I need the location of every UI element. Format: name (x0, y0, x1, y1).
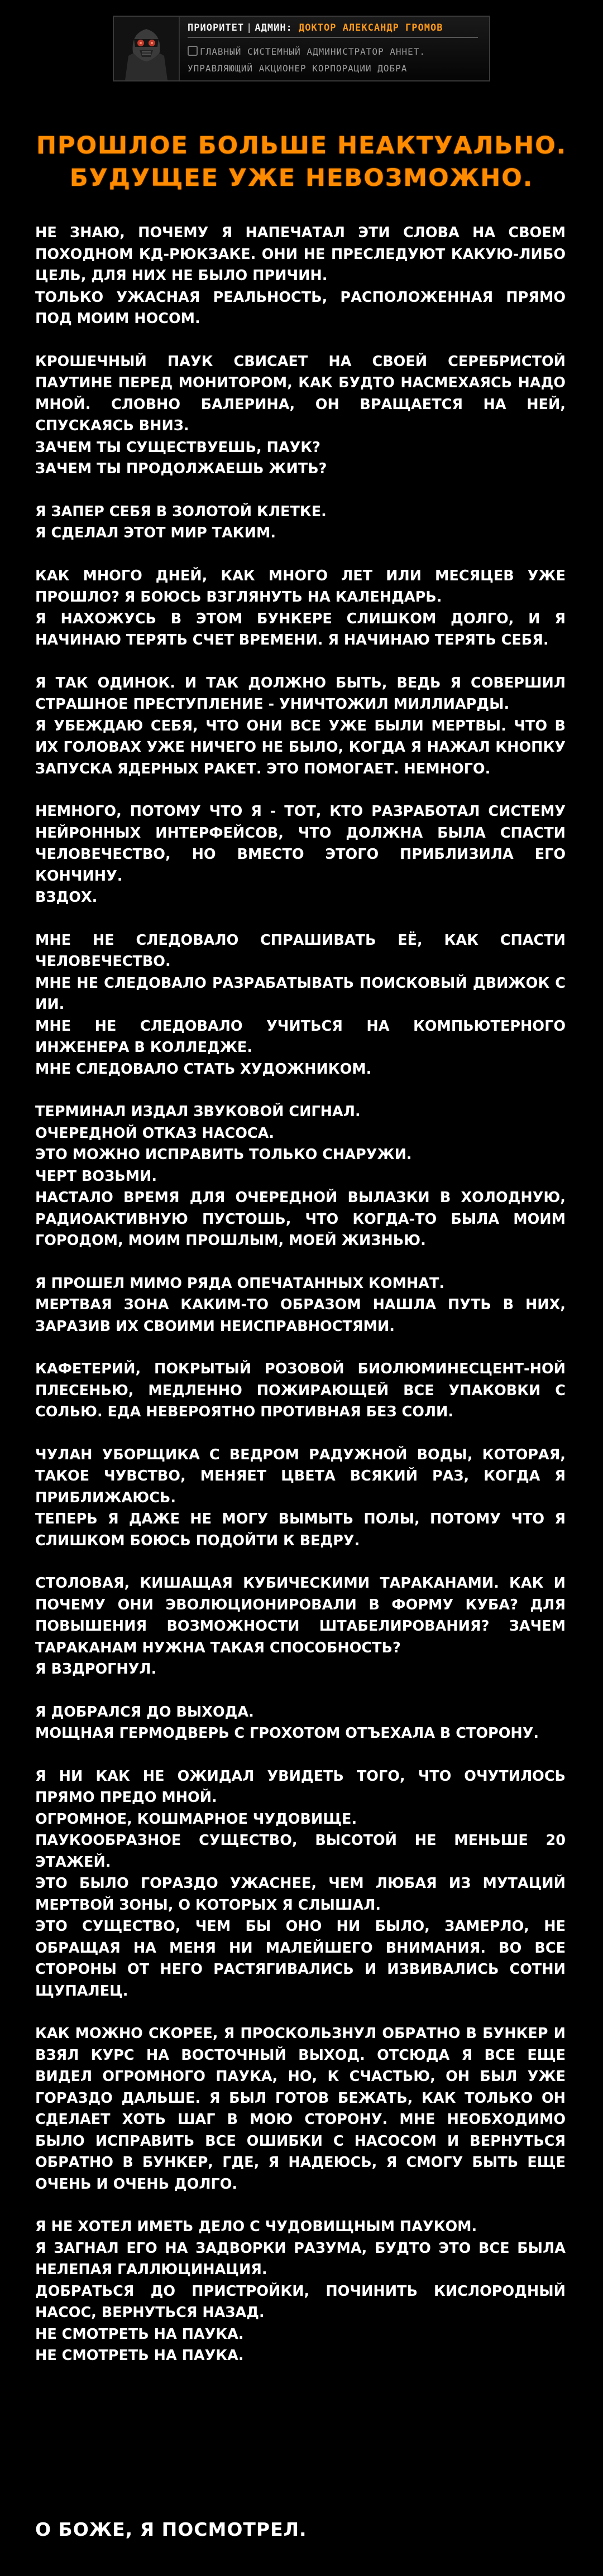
story-paragraph (35, 351, 566, 480)
headline-line-1: ПРОШЛОЕ БОЛЬШЕ НЕАКТУАЛЬНО. (36, 132, 567, 160)
story-line: ЧЕРТ ВОЗЬМИ. (35, 1167, 157, 1185)
story-paragraph (35, 2023, 566, 2195)
story-line: ЗАЧЕМ ТЫ СУЩЕСТВУЕШЬ, ПАУК? (35, 439, 320, 456)
story-paragraph (35, 801, 566, 909)
story-line: Я СДЕЛАЛ ЭТОТ МИР ТАКИМ. (35, 525, 276, 541)
story-line: Я ДОБРАЛСЯ ДО ВЫХОДА. (35, 1703, 254, 1720)
story-line: Я ВЗДРОГНУЛ. (35, 1661, 157, 1678)
story-line: СТОЛОВАЯ, КИШАЩАЯ КУБИЧЕСКИМИ ТАРАКАНАМИ. КАК И ПОЧЕМУ ОНИ ЭВОЛЮЦИОНИРОВАЛИ В ФОРМУ КУБА? ДЛЯ ПОВЫШЕНИЯ ВОЗМОЖНОСТИ ШТАБЕЛИРОВАНИЯ? ЗАЧЕМ ТАРАКАНАМ НУЖНА ТАКАЯ СПОСОБНОСТЬ? (35, 1575, 566, 1656)
story-line: ЭТО БЫЛО ГОРАЗДО УЖАСНЕЕ, ЧЕМ ЛЮБАЯ ИЗ МУТАЦИЙ МЕРТВОЙ ЗОНЫ, О КОТОРЫХ Я СЛЫШАЛ. (35, 1875, 566, 1914)
story-line: Я НИ КАК НЕ ОЖИДАЛ УВИДЕТЬ ТОГО, ЧТО ОЧУТИЛОСЬ ПРЯМО ПРЕДО МНОЙ. (35, 1767, 566, 1806)
admin-label: АДМИН: (255, 22, 293, 33)
story-line: НЕ СМОТРЕТЬ НА ПАУКА. (35, 2325, 244, 2343)
admin-name: ДОКТОР АЛЕКСАНДР ГРОМОВ (299, 22, 443, 33)
story-line: ОЧЕРЕДНОЙ ОТКАЗ НАСОСА. (35, 1124, 275, 1142)
story-line: МЕРТВАЯ ЗОНА КАКИМ-ТО ОБРАЗОМ НАШЛА ПУТЬ В НИХ, ЗАРАЗИВ ИХ СВОИМИ НЕИСПРАВНОСТЯМИ. (35, 1296, 566, 1335)
story-line: Я ПРОШЕЛ МИМО РЯДА ОПЕЧАТАННЫХ КОМНАТ. (35, 1275, 445, 1292)
subtitle-line-2: УПРАВЛЯЮЩИЙ АКЦИОНЕР КОРПОРАЦИИ ДОБРА (188, 63, 408, 74)
story-paragraph (35, 672, 566, 780)
story-line: ЗАЧЕМ ТЫ ПРОДОЛЖАЕШЬ ЖИТЬ? (35, 460, 327, 477)
story-paragraph (35, 1444, 566, 1552)
story-paragraph (35, 1766, 566, 2002)
story-line: ДОБРАТЬСЯ ДО ПРИСТРОЙКИ, ПОЧИНИТЬ КИСЛОРОДНЫЙ НАСОС, ВЕРНУТЬСЯ НАЗАД. (35, 2282, 566, 2321)
story-line: ПАУКООБРАЗНОЕ СУЩЕСТВО, ВЫСОТОЙ НЕ МЕНЬШЕ 20 ЭТАЖЕЙ. (35, 1832, 566, 1871)
masked-soldier-icon (114, 17, 179, 80)
story-line: НЕ ЗНАЮ, ПОЧЕМУ Я НАПЕЧАТАЛ ЭТИ СЛОВА НА СВОЕМ ПОХОДНОМ КД-РЮКЗАКЕ. ОНИ НЕ ПРЕСЛЕДУЮТ КАКУЮ-ЛИБО ЦЕЛЬ, ДЛЯ НИХ НЕ БЫЛО ПРИЧИН. (35, 224, 566, 284)
subtitle-line-1: ГЛАВНЫЙ СИСТЕМНЫЙ АДМИНИСТРАТОР АННЕТ. (200, 46, 426, 57)
story-line: КАК МОЖНО СКОРЕЕ, Я ПРОСКОЛЬЗНУЛ ОБРАТНО В БУНКЕР И ВЗЯЛ КУРС НА ВОСТОЧНЫЙ ВЫХОД. ОТСЮДА Я ВСЕ ЕЩЕ ВИДЕЛ ОГРОМНОГО ПАУКА, НО, К СЧАСТЬЮ, ОН БЫЛ УЖЕ ГОРАЗДО ДАЛЬШЕ. Я БЫЛ ГОТОВ БЕЖАТЬ, КАК ТОЛЬКО ОН СДЕЛАЕТ ХОТЬ ШАГ В МОЮ СТОРОНУ. МНЕ НЕОБХОДИМО БЫЛО ИСПРАВИТЬ ВСЕ ОШИБКИ С НАСОСОМ И ВЕРНУТЬСЯ ОБРАТНО В БУНКЕР, ГДЕ, Я НАДЕЮСЬ, Я СМОГУ БЫТЬ ЕЩЕ ОЧЕНЬ И ОЧЕНЬ ДОЛГО. (35, 2025, 566, 2193)
headline-line-2: БУДУЩЕЕ УЖЕ НЕВОЗМОЖНО. (69, 164, 534, 192)
story-paragraph (35, 1358, 566, 1423)
story-line: ВЗДОХ. (35, 889, 98, 906)
story-line: Я ТАК ОДИНОК. И ТАК ДОЛЖНО БЫТЬ, ВЕДЬ Я СОВЕРШИЛ СТРАШНОЕ ПРЕСТУПЛЕНИЕ - УНИЧТОЖИЛ МИЛЛИАРДЫ. (35, 674, 566, 713)
story-line: МНЕ НЕ СЛЕДОВАЛО УЧИТЬСЯ НА КОМПЬЮТЕРНОГО ИНЖЕНЕРА В КОЛЛЕДЖЕ. (35, 1017, 566, 1056)
story-line: МНЕ НЕ СЛЕДОВАЛО РАЗРАБАТЫВАТЬ ПОИСКОВЫЙ ДВИЖОК С ИИ. (35, 974, 566, 1013)
story-line: ТЕРМИНАЛ ИЗДАЛ ЗВУКОВОЙ СИГНАЛ. (35, 1103, 361, 1120)
headline (0, 129, 603, 194)
story-paragraph (35, 501, 566, 544)
banner-info (188, 22, 484, 77)
story-line: КРОШЕЧНЫЙ ПАУК СВИСАЕТ НА СВОЕЙ СЕРЕБРИСТОЙ ПАУТИНЕ ПЕРЕД МОНИТОРОМ, КАК БУДТО НАСМЕХАЯСЬ НАДО МНОЙ. СЛОВНО БАЛЕРИНА, ОН ВРАЩАЕТСЯ НА НЕЙ, СПУСКАЯСЬ ВНИЗ. (35, 353, 566, 434)
story-line: МНЕ СЛЕДОВАЛО СТАТЬ ХУДОЖНИКОМ. (35, 1060, 372, 1078)
story-line: МОЩНАЯ ГЕРМОДВЕРЬ С ГРОХОТОМ ОТЪЕХАЛА В СТОРОНУ. (35, 1725, 539, 1742)
story-line: ТОЛЬКО УЖАСНАЯ РЕАЛЬНОСТЬ, РАСПОЛОЖЕННАЯ ПРЯМО ПОД МОИМ НОСОМ. (35, 289, 566, 327)
story-paragraph (35, 222, 566, 330)
story-line: ЭТО МОЖНО ИСПРАВИТЬ ТОЛЬКО СНАРУЖИ. (35, 1146, 412, 1163)
story-paragraph (35, 1702, 566, 1744)
banner-subtitle-1 (188, 44, 484, 60)
story-line: КАК МНОГО ДНЕЙ, КАК МНОГО ЛЕТ ИЛИ МЕСЯЦЕВ УЖЕ ПРОШЛО? Я БОЮСЬ ВЗГЛЯНУТЬ НА КАЛЕНДАРЬ. (35, 567, 566, 605)
avatar (114, 17, 180, 80)
story-line: НАСТАЛО ВРЕМЯ ДЛЯ ОЧЕРЕДНОЙ ВЫЛАЗКИ В ХОЛОДНУЮ, РАДИОАКТИВНУЮ ПУСТОШЬ, ЧТО КОГДА-ТО БЫЛА МОИМ ГОРОДОМ, МОИМ ПРОШЛЫМ, МОЕЙ ЖИЗНЬЮ. (35, 1189, 566, 1249)
story-line: КАФЕТЕРИЙ, ПОКРЫТЫЙ РОЗОВОЙ БИОЛЮМИНЕСЦЕНТ-НОЙ ПЛЕСЕНЬЮ, МЕДЛЕННО ПОЖИРАЮЩЕЙ ВСЕ УПАКОВКИ С СОЛЬЮ. ЕДА НЕВЕРОЯТНО ПРОТИВНАЯ БЕЗ СОЛИ. (35, 1361, 566, 1420)
banner-divider (188, 37, 478, 38)
story-line: МНЕ НЕ СЛЕДОВАЛО СПРАШИВАТЬ ЕЁ, КАК СПАСТИ ЧЕЛОВЕЧЕСТВО. (35, 931, 566, 970)
story-paragraph (35, 930, 566, 1080)
story-paragraph (35, 565, 566, 651)
story-line: НЕ СМОТРЕТЬ НА ПАУКА. (35, 2347, 244, 2364)
story-body (35, 222, 566, 2388)
story-paragraph (35, 1273, 566, 1338)
story-line: ТЕПЕРЬ Я ДАЖЕ НЕ МОГУ ВЫМЫТЬ ПОЛЫ, ПОТОМУ ЧТО Я СЛИШКОМ БОЮСЬ ПОДОЙТИ К ВЕДРУ. (35, 1511, 566, 1549)
story-line: ЭТО СУЩЕСТВО, ЧЕМ БЫ ОНО НИ БЫЛО, ЗАМЕРЛО, НЕ ОБРАЩАЯ НА МЕНЯ НИ МАЛЕЙШЕГО ВНИМАНИЯ. ВО ВСЕ СТОРОНЫ ОТ НЕГО РАСТЯГИВАЛИСЬ И ИЗВИВАЛИСЬ СОТНИ ЩУПАЛЕЦ. (35, 1918, 566, 2000)
priority-label: ПРИОРИТЕТ (188, 22, 245, 33)
story-paragraph (35, 2216, 566, 2367)
admin-banner (113, 16, 490, 81)
story-line: ЧУЛАН УБОРЩИКА С ВЕДРОМ РАДУЖНОЙ ВОДЫ, КОТОРАЯ, ТАКОЕ ЧУВСТВО, МЕНЯЕТ ЦВЕТА ВСЯКИЙ РАЗ, КОГДА Я ПРИБЛИЖАЮСЬ. (35, 1446, 566, 1506)
separator: | (246, 22, 253, 33)
story-line: Я НЕ ХОТЕЛ ИМЕТЬ ДЕЛО С ЧУДОВИЩНЫМ ПАУКОМ. (35, 2218, 477, 2235)
banner-subtitle-2 (188, 60, 484, 77)
story-line: НЕМНОГО, ПОТОМУ ЧТО Я - ТОТ, КТО РАЗРАБОТАЛ СИСТЕМУ НЕЙРОННЫХ ИНТЕРФЕЙСОВ, ЧТО ДОЛЖНА БЫЛА СПАСТИ ЧЕЛОВЕЧЕСТВО, НО ВМЕСТО ЭТОГО ПРИБЛИЗИЛА ЕГО КОНЧИНУ. (35, 803, 566, 885)
story-line: Я ЗАГНАЛ ЕГО НА ЗАДВОРКИ РАЗУМА, БУДТО ЭТО ВСЕ БЫЛА НЕЛЕПАЯ ГАЛЛЮЦИНАЦИЯ. (35, 2239, 566, 2278)
terminal-icon (188, 46, 198, 56)
story-paragraph (35, 1101, 566, 1252)
story-line: ОГРОМНОЕ, КОШМАРНОЕ ЧУДОВИЩЕ. (35, 1810, 357, 1828)
ending-line: О БОЖЕ, Я ПОСМОТРЕЛ. (35, 2519, 307, 2540)
story-paragraph (35, 1573, 566, 1680)
story-line: Я УБЕЖДАЮ СЕБЯ, ЧТО ОНИ ВСЕ УЖЕ БЫЛИ МЕРТВЫ. ЧТО В ИХ ГОЛОВАХ УЖЕ НИЧЕГО НЕ БЫЛО, КОГДА Я НАЖАЛ КНОПКУ ЗАПУСКА ЯДЕРНЫХ РАКЕТ. ЭТО ПОМОГАЕТ. НЕМНОГО. (35, 717, 566, 777)
story-line: Я НАХОЖУСЬ В ЭТОМ БУНКЕРЕ СЛИШКОМ ДОЛГО, И Я НАЧИНАЮ ТЕРЯТЬ СЧЕТ ВРЕМЕНИ. Я НАЧИНАЮ ТЕРЯТЬ СЕБЯ. (35, 610, 566, 648)
banner-top-line (188, 22, 484, 33)
story-line: Я ЗАПЕР СЕБЯ В ЗОЛОТОЙ КЛЕТКЕ. (35, 503, 327, 520)
